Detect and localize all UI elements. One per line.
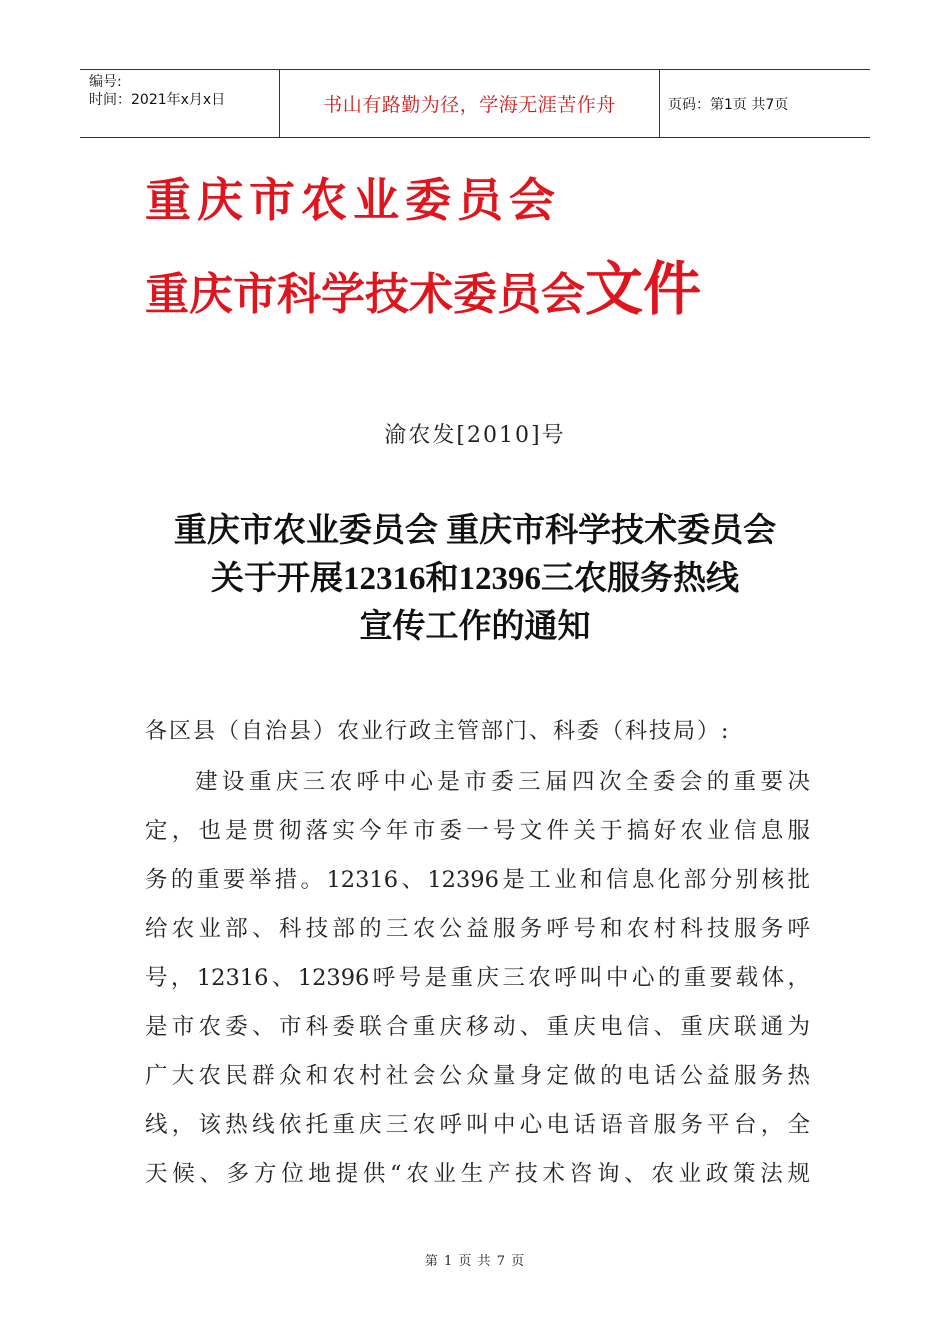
body-line: 给农业部、科技部的三农公益服务呼号和农村科技服务呼 bbox=[145, 916, 810, 942]
document-suffix: 文件 bbox=[585, 255, 702, 323]
body-line: 务的重要举措。12316、12396是工业和信息化部分别核批 bbox=[145, 867, 810, 893]
body-line: 广大农民群众和农村社会公众量身定做的电话公益服务热 bbox=[145, 1063, 810, 1089]
body-line: 号，12316、12396呼号是重庆三农呼叫中心的重要载体， bbox=[145, 965, 810, 991]
title-line-2: 关于开展12316和12396三农服务热线 bbox=[211, 561, 739, 597]
body-line: 定，也是贯彻落实今年市委一号文件关于搞好农业信息服 bbox=[145, 818, 810, 844]
document-title bbox=[0, 507, 950, 651]
organization-name: 重庆市科学技术委员会 bbox=[145, 269, 585, 320]
issuing-organization-2 bbox=[145, 255, 702, 326]
addressee: 各区县（自治县）农业行政主管部门、科委（科技局）: bbox=[145, 719, 731, 744]
header-meta-cell bbox=[80, 70, 280, 137]
body-line: 是市农委、市科委联合重庆移动、重庆电信、重庆联通为 bbox=[145, 1014, 810, 1040]
header-motto: 书山有路勤为径，学海无涯苦作舟 bbox=[280, 70, 660, 137]
page-footer: 第 1 页 共 7 页 bbox=[424, 1254, 526, 1269]
document-header-table bbox=[80, 69, 870, 138]
title-line-3: 宣传工作的通知 bbox=[359, 609, 591, 645]
body-line: 线，该热线依托重庆三农呼叫中心电话语音服务平台，全 bbox=[145, 1112, 810, 1138]
number-label: 编号: bbox=[89, 74, 122, 90]
issuing-organization-1: 重庆市农业委员会 bbox=[145, 173, 561, 227]
header-page-info: 页码：第1页 共7页 bbox=[668, 96, 789, 113]
body-line: 天候、多方位地提供“农业生产技术咨询、农业政策法规 bbox=[145, 1161, 810, 1187]
body-text bbox=[145, 762, 810, 1203]
title-line-1: 重庆市农业委员会 重庆市科学技术委员会 bbox=[173, 513, 777, 549]
body-line: 建设重庆三农呼中心是市委三届四次全委会的重要决 bbox=[195, 769, 810, 795]
document-number: 渝农发[2010]号 bbox=[384, 423, 566, 448]
time-label: 时间：2021年x月x日 bbox=[89, 92, 226, 108]
